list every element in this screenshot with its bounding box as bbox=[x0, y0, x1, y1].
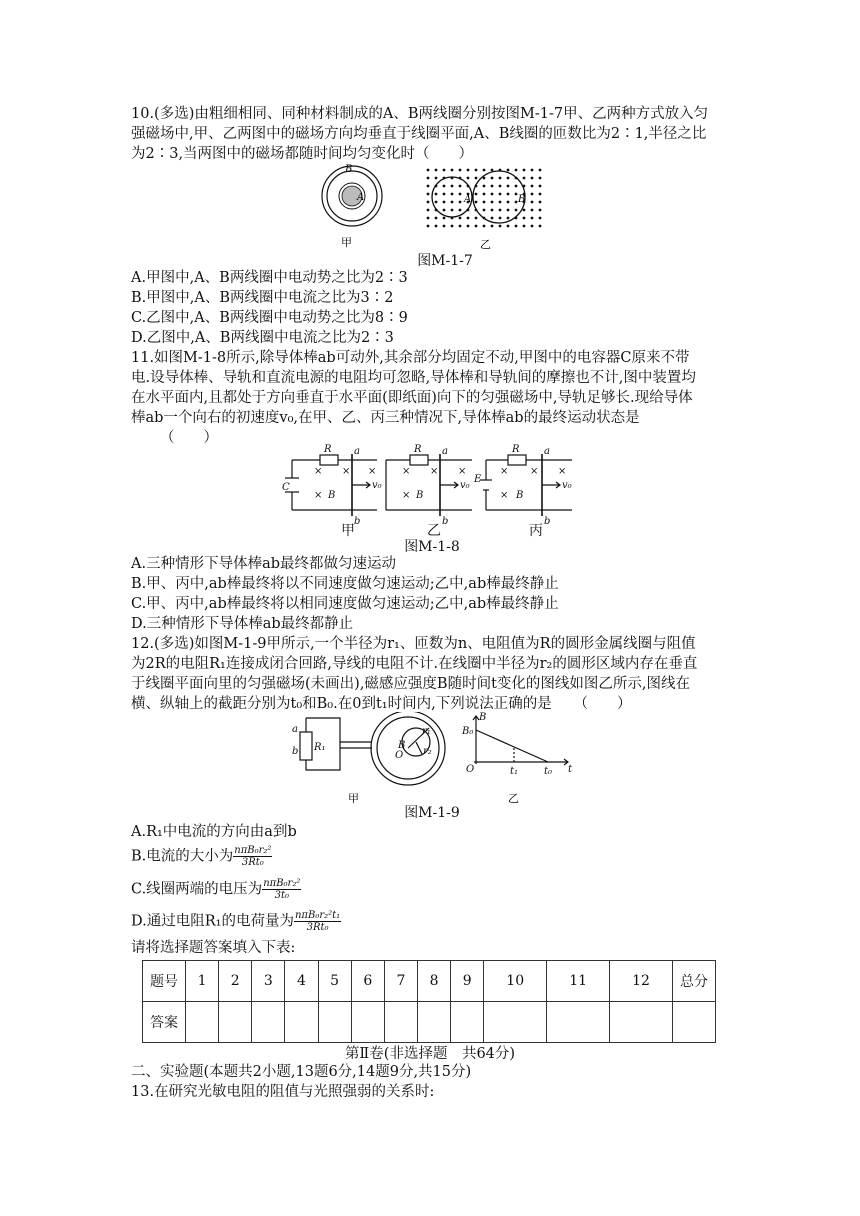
q10-option-c: C.乙图中,A、B两线圈中电动势之比为8∶9 bbox=[131, 310, 408, 326]
coil-b-label-yi: B bbox=[518, 194, 526, 205]
graph-b0-label: B₀ bbox=[462, 726, 474, 737]
answer-cell[interactable] bbox=[610, 1002, 673, 1043]
graph-x-label: t bbox=[568, 764, 573, 775]
figure-m-1-7 bbox=[315, 164, 545, 254]
label-b-yi: b bbox=[442, 516, 449, 527]
label-a-bing: a bbox=[544, 446, 550, 457]
q11-stem-line1: 11.如图M-1-8所示,除导体棒ab可动外,其余部分均固定不动,甲图中的电容器C原来不带 bbox=[131, 350, 690, 366]
section-heading: 二、实验题(本题共2小题,13题6分,14题9分,共15分) bbox=[131, 1064, 472, 1080]
question-number-cell: 7 bbox=[384, 961, 417, 1002]
field-cross: × bbox=[500, 490, 509, 501]
question-number-cell: 1 bbox=[186, 961, 219, 1002]
field-cross: × bbox=[500, 466, 509, 477]
figure-caption: 图M-1-8 bbox=[404, 539, 460, 555]
q12-stem-line3: 于线圈平面向里的匀强磁场(未画出),磁感应强度B随时间t变化的图线如图乙所示,图线在 bbox=[131, 676, 691, 692]
answer-cell[interactable] bbox=[484, 1002, 547, 1043]
question-number-cell: 12 bbox=[610, 961, 673, 1002]
q12-option-b-text: B.电流的大小为 bbox=[131, 848, 234, 865]
question-number-cell: 8 bbox=[417, 961, 450, 1002]
q12-option-b-formula bbox=[233, 845, 272, 868]
q12-option-a: A.R₁中电流的方向由a到b bbox=[131, 824, 297, 840]
label-r1: R₁ bbox=[314, 742, 326, 753]
question-number-cell: 4 bbox=[285, 961, 318, 1002]
formula-denominator: 3Rt₀ bbox=[241, 857, 264, 868]
label-a-yi: a bbox=[442, 446, 448, 457]
label-b-jia: b bbox=[354, 516, 361, 527]
q12-option-d bbox=[131, 910, 731, 933]
label-field-yi: B bbox=[416, 490, 424, 501]
question-number-cell: 3 bbox=[252, 961, 285, 1002]
field-cross: × bbox=[342, 466, 351, 477]
q11-stem-line3: 在水平面内,且都处于方向垂直于水平面(即纸面)向下的匀强磁场中,导轨足够长.现给导体 bbox=[131, 390, 693, 406]
question-number-cell: 11 bbox=[547, 961, 610, 1002]
question-number-cell: 9 bbox=[451, 961, 484, 1002]
table-row bbox=[143, 1002, 716, 1043]
label-r-bing: R bbox=[512, 444, 520, 455]
coil-a-label-yi: A bbox=[464, 194, 472, 205]
label-a-jia: a bbox=[354, 446, 360, 457]
total-score-header: 总分 bbox=[673, 961, 716, 1002]
answer-row-label: 答案 bbox=[143, 1002, 186, 1043]
answer-table bbox=[142, 960, 716, 1043]
q12-option-c bbox=[131, 878, 731, 901]
label-e-bing: E bbox=[474, 474, 482, 485]
label-b-q12: b bbox=[292, 746, 299, 757]
label-c-jia: C bbox=[282, 482, 290, 493]
label-v0-yi: v₀ bbox=[460, 480, 470, 491]
label-field-jia: B bbox=[328, 490, 336, 501]
answer-cell[interactable] bbox=[384, 1002, 417, 1043]
q12-option-c-formula bbox=[262, 878, 301, 901]
q12-stem-line4: 横、纵轴上的截距分别为t₀和B₀.在0到t₁时间内,下列说法正确的是 （ ） bbox=[131, 696, 632, 712]
q13-stem: 13.在研究光敏电阻的阻值与光照强弱的关系时: bbox=[131, 1084, 435, 1100]
q11-option-b: B.甲、丙中,ab棒最终将以不同速度做匀速运动;乙中,ab棒最终静止 bbox=[131, 576, 559, 592]
answer-cell[interactable] bbox=[252, 1002, 285, 1043]
field-cross: × bbox=[430, 466, 439, 477]
q12-stem-line1: 12.(多选)如图M-1-9甲所示,一个半径为r₁、匝数为n、电阻值为R的圆形金属线圈与阻值 bbox=[131, 636, 696, 652]
answer-cell[interactable] bbox=[451, 1002, 484, 1043]
label-r-jia: R bbox=[324, 444, 332, 455]
q11-stem-line4: 棒ab一个向右的初速度v₀,在甲、乙、丙三种情况下,导体棒ab的最终运动状态是 bbox=[131, 410, 640, 426]
answer-table-intro: 请将选择题答案填入下表: bbox=[131, 940, 296, 956]
q10-option-a: A.甲图中,A、B两线圈中电动势之比为2∶3 bbox=[131, 270, 408, 286]
field-cross: × bbox=[314, 466, 323, 477]
formula-denominator: 3Rt₀ bbox=[306, 922, 329, 933]
fig-label-jia: 甲 bbox=[341, 236, 352, 249]
formula-numerator: nπB₀r₂² bbox=[263, 878, 301, 889]
fig-label-jia-q11: 甲 bbox=[341, 523, 355, 539]
answer-cell[interactable] bbox=[318, 1002, 351, 1043]
answer-cell[interactable] bbox=[219, 1002, 252, 1043]
label-v0-bing: v₀ bbox=[562, 480, 572, 491]
label-origin-circle: O bbox=[395, 750, 404, 761]
question-number-cell: 10 bbox=[484, 961, 547, 1002]
fig-label-yi-q11: 乙 bbox=[427, 523, 441, 539]
fig-label-yi-q12: 乙 bbox=[508, 792, 519, 805]
coil-a-label: A bbox=[357, 192, 365, 203]
question-number-cell: 5 bbox=[318, 961, 351, 1002]
formula-numerator: nπB₀r₂²t₁ bbox=[294, 910, 341, 921]
table-row bbox=[143, 961, 716, 1002]
graph-t1-label: t₁ bbox=[510, 766, 519, 777]
answer-cell[interactable] bbox=[285, 1002, 318, 1043]
answer-cell[interactable] bbox=[351, 1002, 384, 1043]
q11-option-d: D.三种情形下导体棒ab最终都静止 bbox=[131, 616, 354, 632]
q12-stem-line2: 为2R的电阻R₁连接成闭合回路,导线的电阻不计.在线圈中半径为r₂的圆形区域内存在垂直 bbox=[131, 656, 698, 672]
figure-caption: 图M-1-9 bbox=[404, 805, 460, 821]
fig-label-bing-q11: 丙 bbox=[529, 523, 543, 539]
label-b-field: B bbox=[398, 740, 406, 751]
field-cross: × bbox=[458, 466, 467, 477]
q10-option-b: B.甲图中,A、B两线圈中电流之比为3∶2 bbox=[131, 290, 394, 306]
formula-numerator: nπB₀r₂² bbox=[234, 845, 272, 856]
question-number-cell: 6 bbox=[351, 961, 384, 1002]
q12-option-b bbox=[131, 845, 731, 868]
field-cross: × bbox=[558, 466, 567, 477]
q12-option-c-text: C.线圈两端的电压为 bbox=[131, 881, 263, 898]
label-b-bing: b bbox=[544, 516, 551, 527]
coil-b-label: B bbox=[345, 164, 353, 175]
q10-option-d: D.乙图中,A、B两线圈中电流之比为2∶3 bbox=[131, 330, 394, 346]
question-number-cell: 2 bbox=[219, 961, 252, 1002]
table-header-cell: 题号 bbox=[143, 961, 186, 1002]
label-r1-circle: r₁ bbox=[422, 726, 431, 737]
field-cross: × bbox=[402, 490, 411, 501]
q11-stem-line2: 电.设导体棒、导轨和直流电源的电阻均可忽略,导体棒和导轨间的摩擦也不计,图中装置均 bbox=[131, 370, 696, 386]
label-a-q12: a bbox=[292, 724, 298, 735]
part-two-title: 第Ⅱ卷(非选择题 共64分) bbox=[344, 1046, 516, 1062]
fig-label-yi: 乙 bbox=[480, 238, 491, 251]
answer-cell[interactable] bbox=[417, 1002, 450, 1043]
coil-diagram-jia bbox=[322, 164, 382, 226]
field-cross: × bbox=[368, 466, 377, 477]
graph-t0-label: t₀ bbox=[544, 766, 553, 777]
q11-option-c: C.甲、丙中,ab棒最终将以相同速度做匀速运动;乙中,ab棒最终静止 bbox=[131, 596, 559, 612]
answer-cell[interactable] bbox=[547, 1002, 610, 1043]
fig-label-jia-q12: 甲 bbox=[348, 792, 359, 805]
q11-answer-bracket: （ ） bbox=[160, 430, 218, 446]
q10-stem-line3: 为2∶3,当两图中的磁场都随时间均匀变化时（ ） bbox=[131, 146, 474, 162]
label-r-yi: R bbox=[414, 444, 422, 455]
field-cross: × bbox=[530, 466, 539, 477]
graph-y-label: B bbox=[479, 712, 487, 723]
label-r2-circle: r₂ bbox=[423, 746, 432, 757]
field-cross: × bbox=[314, 490, 323, 501]
figure-caption: 图M-1-7 bbox=[417, 253, 473, 269]
formula-denominator: 3t₀ bbox=[274, 890, 289, 901]
q12-option-d-formula bbox=[294, 910, 341, 933]
label-v0-jia: v₀ bbox=[372, 480, 382, 491]
coil-diagram-yi bbox=[425, 168, 541, 227]
q11-option-a: A.三种情形下导体棒ab最终都做匀速运动 bbox=[131, 556, 397, 572]
q10-stem-line1: 10.(多选)由粗细相同、同种材料制成的A、B两线圈分别按图M-1-7甲、乙两种方式放入匀 bbox=[131, 106, 709, 122]
answer-cell[interactable] bbox=[186, 1002, 219, 1043]
q12-option-d-text: D.通过电阻R₁的电荷量为 bbox=[131, 913, 294, 930]
q10-stem-line2: 强磁场中,甲、乙两图中的磁场方向均垂直于线圈平面,A、B线圈的匝数比为2∶1,半径之比 bbox=[131, 126, 707, 142]
field-cross: × bbox=[402, 466, 411, 477]
graph-origin-label: O bbox=[466, 764, 475, 775]
label-field-bing: B bbox=[516, 490, 524, 501]
total-score-cell[interactable] bbox=[673, 1002, 716, 1043]
